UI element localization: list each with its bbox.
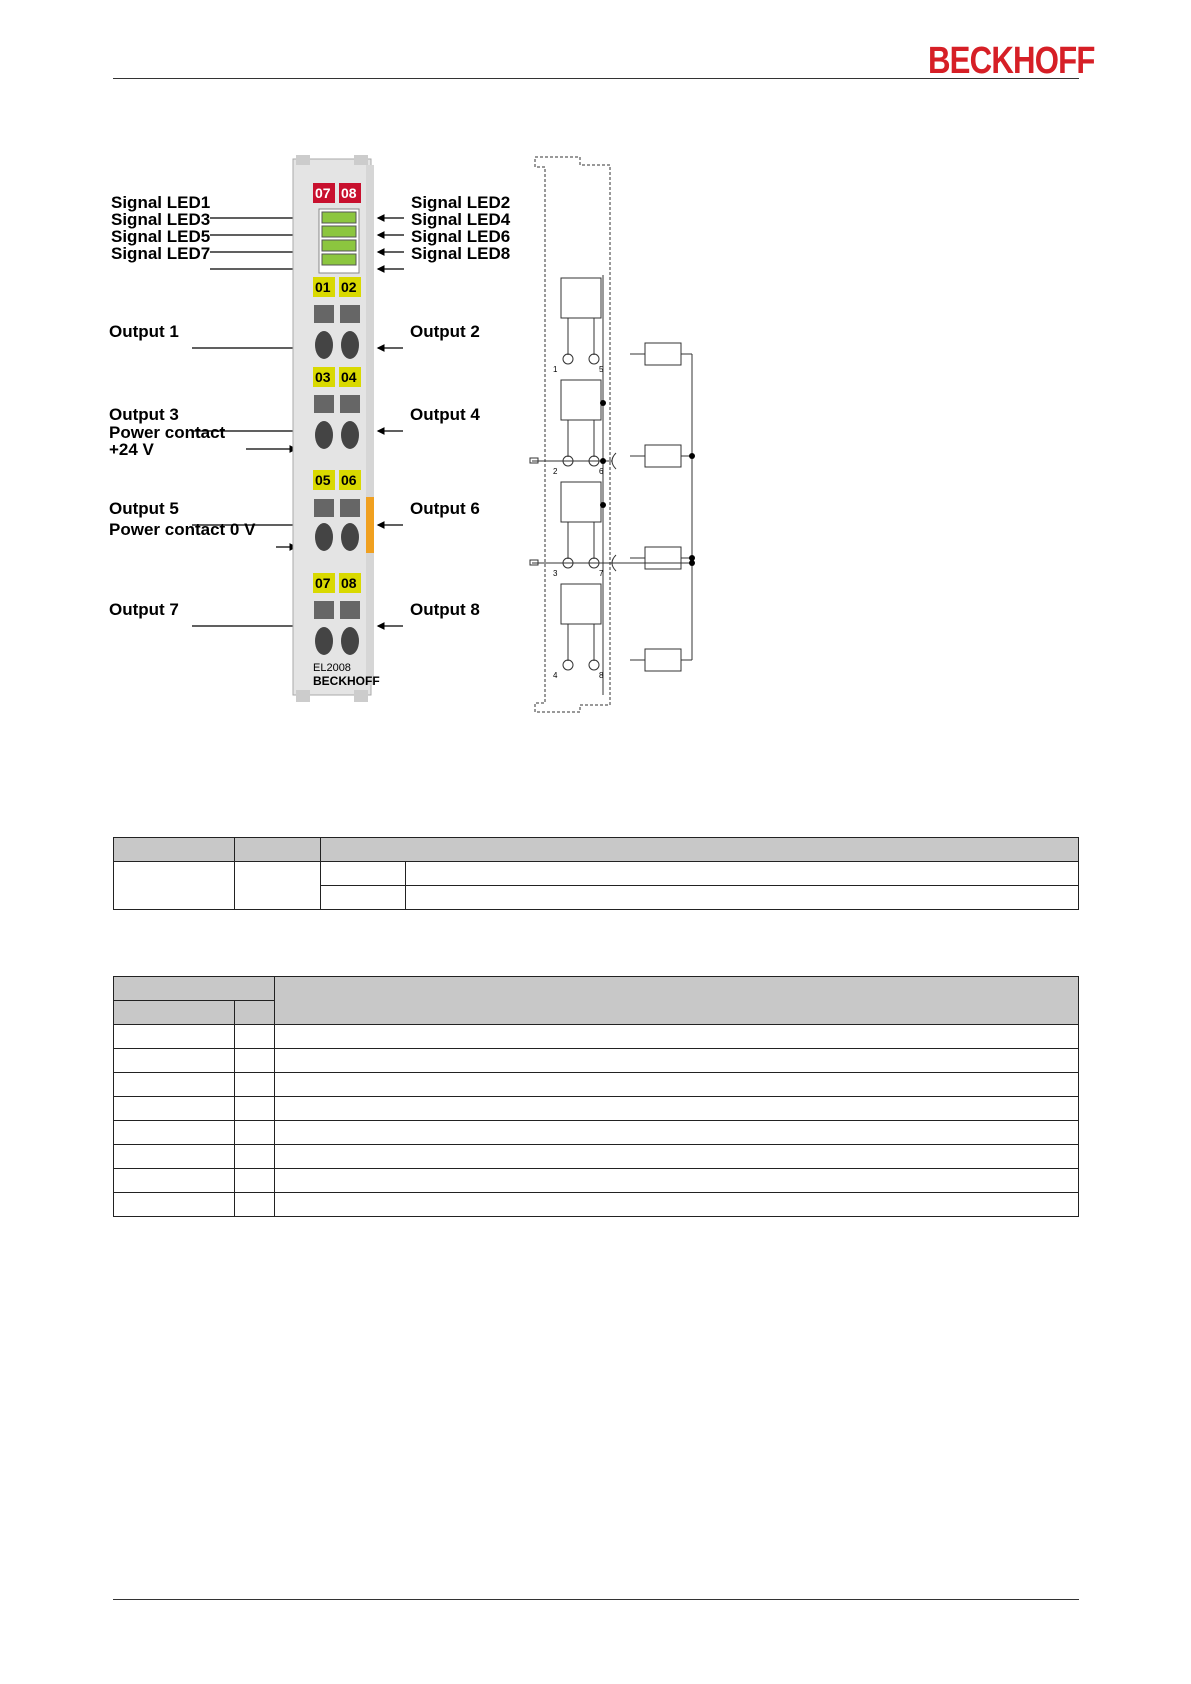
header-divider <box>113 78 1079 79</box>
schematic-num-4: 4 <box>553 671 558 680</box>
terminal-label-06: 06 <box>341 472 357 488</box>
label-output-1: Output 1 <box>109 322 179 341</box>
terminal-figure <box>100 155 720 725</box>
table-cell <box>235 1049 275 1073</box>
terminal-label-01: 01 <box>315 279 331 295</box>
table-cell <box>406 886 1079 910</box>
terminal-label-04: 04 <box>341 369 357 385</box>
terminal-housing <box>293 155 374 702</box>
table-cell <box>275 1073 1079 1097</box>
table-row <box>114 862 1079 886</box>
table-header-cell <box>235 838 321 862</box>
table-cell <box>321 862 406 886</box>
table-row <box>114 977 1079 1001</box>
table-cell <box>406 862 1079 886</box>
schematic-num-3: 3 <box>553 569 558 578</box>
table-header-cell <box>114 838 235 862</box>
terminal-label-05: 05 <box>315 472 331 488</box>
table-cell <box>275 1025 1079 1049</box>
table-cell <box>114 1073 235 1097</box>
table-header-cell <box>114 977 275 1001</box>
top-led-label-left: 07 <box>315 185 331 201</box>
label-output-8: Output 8 <box>410 600 480 619</box>
schematic-junctions <box>600 400 695 566</box>
footer-divider <box>113 1599 1079 1600</box>
table-cell <box>114 1049 235 1073</box>
table-cell <box>235 1145 275 1169</box>
table-cell <box>275 1145 1079 1169</box>
label-output-7: Output 7 <box>109 600 179 619</box>
label-signal-led1: Signal LED1 <box>111 193 211 212</box>
label-output-6: Output 6 <box>410 499 480 518</box>
schematic-num-6: 6 <box>599 467 604 476</box>
label-power-contact: Power contact <box>109 423 226 442</box>
model-label: EL2008 <box>313 662 351 674</box>
label-signal-led4: Signal LED4 <box>411 210 511 229</box>
table-header-cell <box>235 1001 275 1025</box>
schematic-num-5: 5 <box>599 365 604 374</box>
schematic <box>530 157 692 712</box>
table-cell <box>235 1073 275 1097</box>
table-cell <box>114 1145 235 1169</box>
model-brand: BECKHOFF <box>313 674 380 688</box>
right-leader-lines <box>378 218 404 626</box>
terminal-label-03: 03 <box>315 369 331 385</box>
table-cell <box>235 1097 275 1121</box>
top-led-label-right: 08 <box>341 185 357 201</box>
table-cell <box>275 1169 1079 1193</box>
table-row <box>114 1025 1079 1049</box>
label-signal-led8: Signal LED8 <box>411 244 511 263</box>
terminal-label-02: 02 <box>341 279 357 295</box>
led-table <box>113 837 1079 910</box>
left-leader-lines <box>192 218 310 626</box>
figure-drawing <box>100 155 720 725</box>
table-cell <box>114 1097 235 1121</box>
label-output-4: Output 4 <box>410 405 480 424</box>
brand-logo: BECKHOFF <box>928 40 1095 82</box>
label-output-5: Output 5 <box>109 499 179 518</box>
table-cell <box>235 862 321 910</box>
table-cell <box>275 1049 1079 1073</box>
table-row <box>114 1145 1079 1169</box>
table-row <box>114 1121 1079 1145</box>
table-row <box>114 1193 1079 1217</box>
table-cell <box>114 1025 235 1049</box>
label-signal-led5: Signal LED5 <box>111 227 211 246</box>
label-signal-led2: Signal LED2 <box>411 193 511 212</box>
label-signal-led7: Signal LED7 <box>111 244 211 263</box>
table-header-cell <box>321 838 1079 862</box>
table-header-cell <box>275 977 1079 1025</box>
table-cell <box>275 1193 1079 1217</box>
table-cell <box>275 1097 1079 1121</box>
table-header-cell <box>114 1001 235 1025</box>
table-cell <box>114 1193 235 1217</box>
label-output-2: Output 2 <box>410 322 480 341</box>
table-cell <box>235 1025 275 1049</box>
label-output-3: Output 3 <box>109 405 179 424</box>
table-cell <box>114 1121 235 1145</box>
table-cell <box>235 1121 275 1145</box>
pin-table <box>113 976 1079 1217</box>
label-signal-led3: Signal LED3 <box>111 210 211 229</box>
table-row <box>114 1097 1079 1121</box>
table-row <box>114 1169 1079 1193</box>
table-cell <box>235 1193 275 1217</box>
table-cell <box>114 862 235 910</box>
schematic-num-7: 7 <box>599 569 604 578</box>
table-cell <box>275 1121 1079 1145</box>
label-plus-24v: +24 V <box>109 440 154 459</box>
table-row <box>114 1049 1079 1073</box>
schematic-num-2: 2 <box>553 467 558 476</box>
terminal-label-08: 08 <box>341 575 357 591</box>
table-row <box>114 1073 1079 1097</box>
table-cell <box>235 1169 275 1193</box>
table-cell <box>321 886 406 910</box>
schematic-num-8: 8 <box>599 671 604 680</box>
label-power-contact-0v: Power contact 0 V <box>109 520 256 539</box>
schematic-num-1: 1 <box>553 365 558 374</box>
terminal-label-07: 07 <box>315 575 331 591</box>
label-signal-led6: Signal LED6 <box>411 227 511 246</box>
table-row <box>114 838 1079 862</box>
table-cell <box>114 1169 235 1193</box>
